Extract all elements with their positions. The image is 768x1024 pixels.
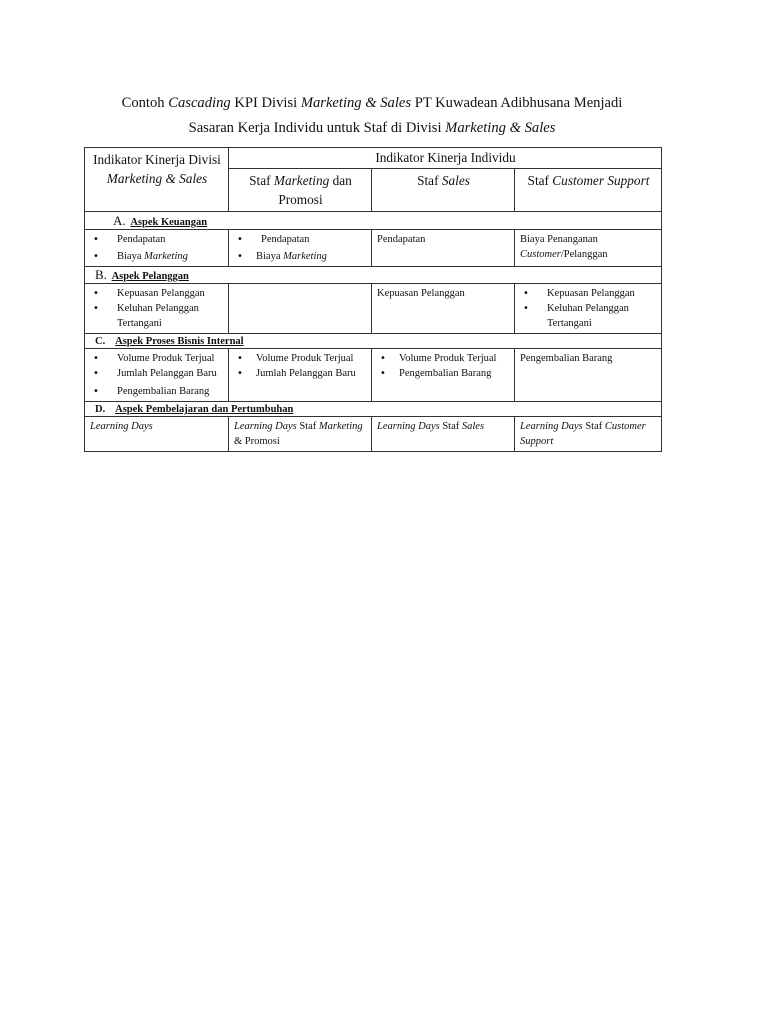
table-cell xyxy=(515,284,662,334)
table-row xyxy=(85,284,662,334)
section-heading: A. Aspek Keuangan xyxy=(85,212,662,230)
section-row-customer xyxy=(85,267,662,284)
section-heading: C. Aspek Proses Bisnis Internal xyxy=(85,334,662,349)
header-staff-customer-support: Staf Customer Support xyxy=(515,169,662,212)
bullet-list xyxy=(234,232,367,264)
list-item: • Biaya Marketing xyxy=(234,249,367,264)
header-individual-kpi: Indikator Kinerja Individu xyxy=(229,148,662,169)
table-cell: Pendapatan xyxy=(372,230,515,267)
bullet-list xyxy=(90,351,224,399)
list-item: • Kepuasan Pelanggan xyxy=(90,286,224,301)
table-cell: Learning Days Staf Customer Support xyxy=(515,417,662,452)
table-cell xyxy=(229,349,372,402)
list-item: • Volume Produk Terjual xyxy=(90,351,224,366)
table-cell xyxy=(372,349,515,402)
list-item: • Pendapatan xyxy=(234,232,367,247)
table-cell xyxy=(85,230,229,267)
list-item: • Kepuasan Pelanggan xyxy=(520,286,657,301)
list-item: • Keluhan Pelanggan Tertangani xyxy=(520,301,657,331)
table-row xyxy=(85,349,662,402)
section-row-internal-process xyxy=(85,334,662,349)
section-row-learning-growth xyxy=(85,402,662,417)
list-item: • Volume Produk Terjual xyxy=(377,351,510,366)
list-item: • Pengembalian Barang xyxy=(377,366,510,381)
title-line-1: Contoh Cascading KPI Divisi Marketing & Sales PT Kuwadean Adibhusana Menjadi xyxy=(121,95,623,111)
table-cell: Learning Days Staf Sales xyxy=(372,417,515,452)
bullet-list xyxy=(234,351,367,381)
section-heading: B. Aspek Pelanggan xyxy=(85,267,662,284)
table-cell xyxy=(85,349,229,402)
table-cell: Learning Days Staf Marketing & Promosi xyxy=(229,417,372,452)
list-item: • Keluhan Pelanggan Tertangani xyxy=(90,301,224,331)
table-cell xyxy=(229,230,372,267)
header-division-kpi: Indikator Kinerja Divisi Marketing & Sales xyxy=(85,148,229,212)
kpi-cascading-table xyxy=(84,147,662,452)
table-header-row xyxy=(85,148,662,169)
bullet-list xyxy=(520,286,657,331)
list-item: • Volume Produk Terjual xyxy=(234,351,367,366)
header-staff-marketing: Staf Marketing dan Promosi xyxy=(229,169,372,212)
table-cell xyxy=(85,284,229,334)
list-item: • Pengembalian Barang xyxy=(90,384,224,399)
table-cell: Learning Days xyxy=(85,417,229,452)
bullet-list xyxy=(90,286,224,331)
table-cell: Kepuasan Pelanggan xyxy=(372,284,515,334)
header-staff-sales: Staf Sales xyxy=(372,169,515,212)
table-cell: Biaya Penanganan Customer/Pelanggan xyxy=(515,230,662,267)
section-heading: D. Aspek Pembelajaran dan Pertumbuhan xyxy=(85,402,662,417)
document-title xyxy=(84,91,660,141)
list-item: • Biaya Marketing xyxy=(90,249,224,264)
table-row xyxy=(85,230,662,267)
table-row xyxy=(85,417,662,452)
list-item: • Pendapatan xyxy=(90,232,224,247)
table-cell xyxy=(229,284,372,334)
bullet-list xyxy=(90,232,224,264)
title-line-2: Sasaran Kerja Individu untuk Staf di Divisi Marketing & Sales xyxy=(188,120,556,136)
list-item: • Jumlah Pelanggan Baru xyxy=(90,366,224,381)
section-row-financial xyxy=(85,212,662,230)
list-item: • Jumlah Pelanggan Baru xyxy=(234,366,367,381)
bullet-list xyxy=(377,351,510,381)
table-cell: Pengembalian Barang xyxy=(515,349,662,402)
